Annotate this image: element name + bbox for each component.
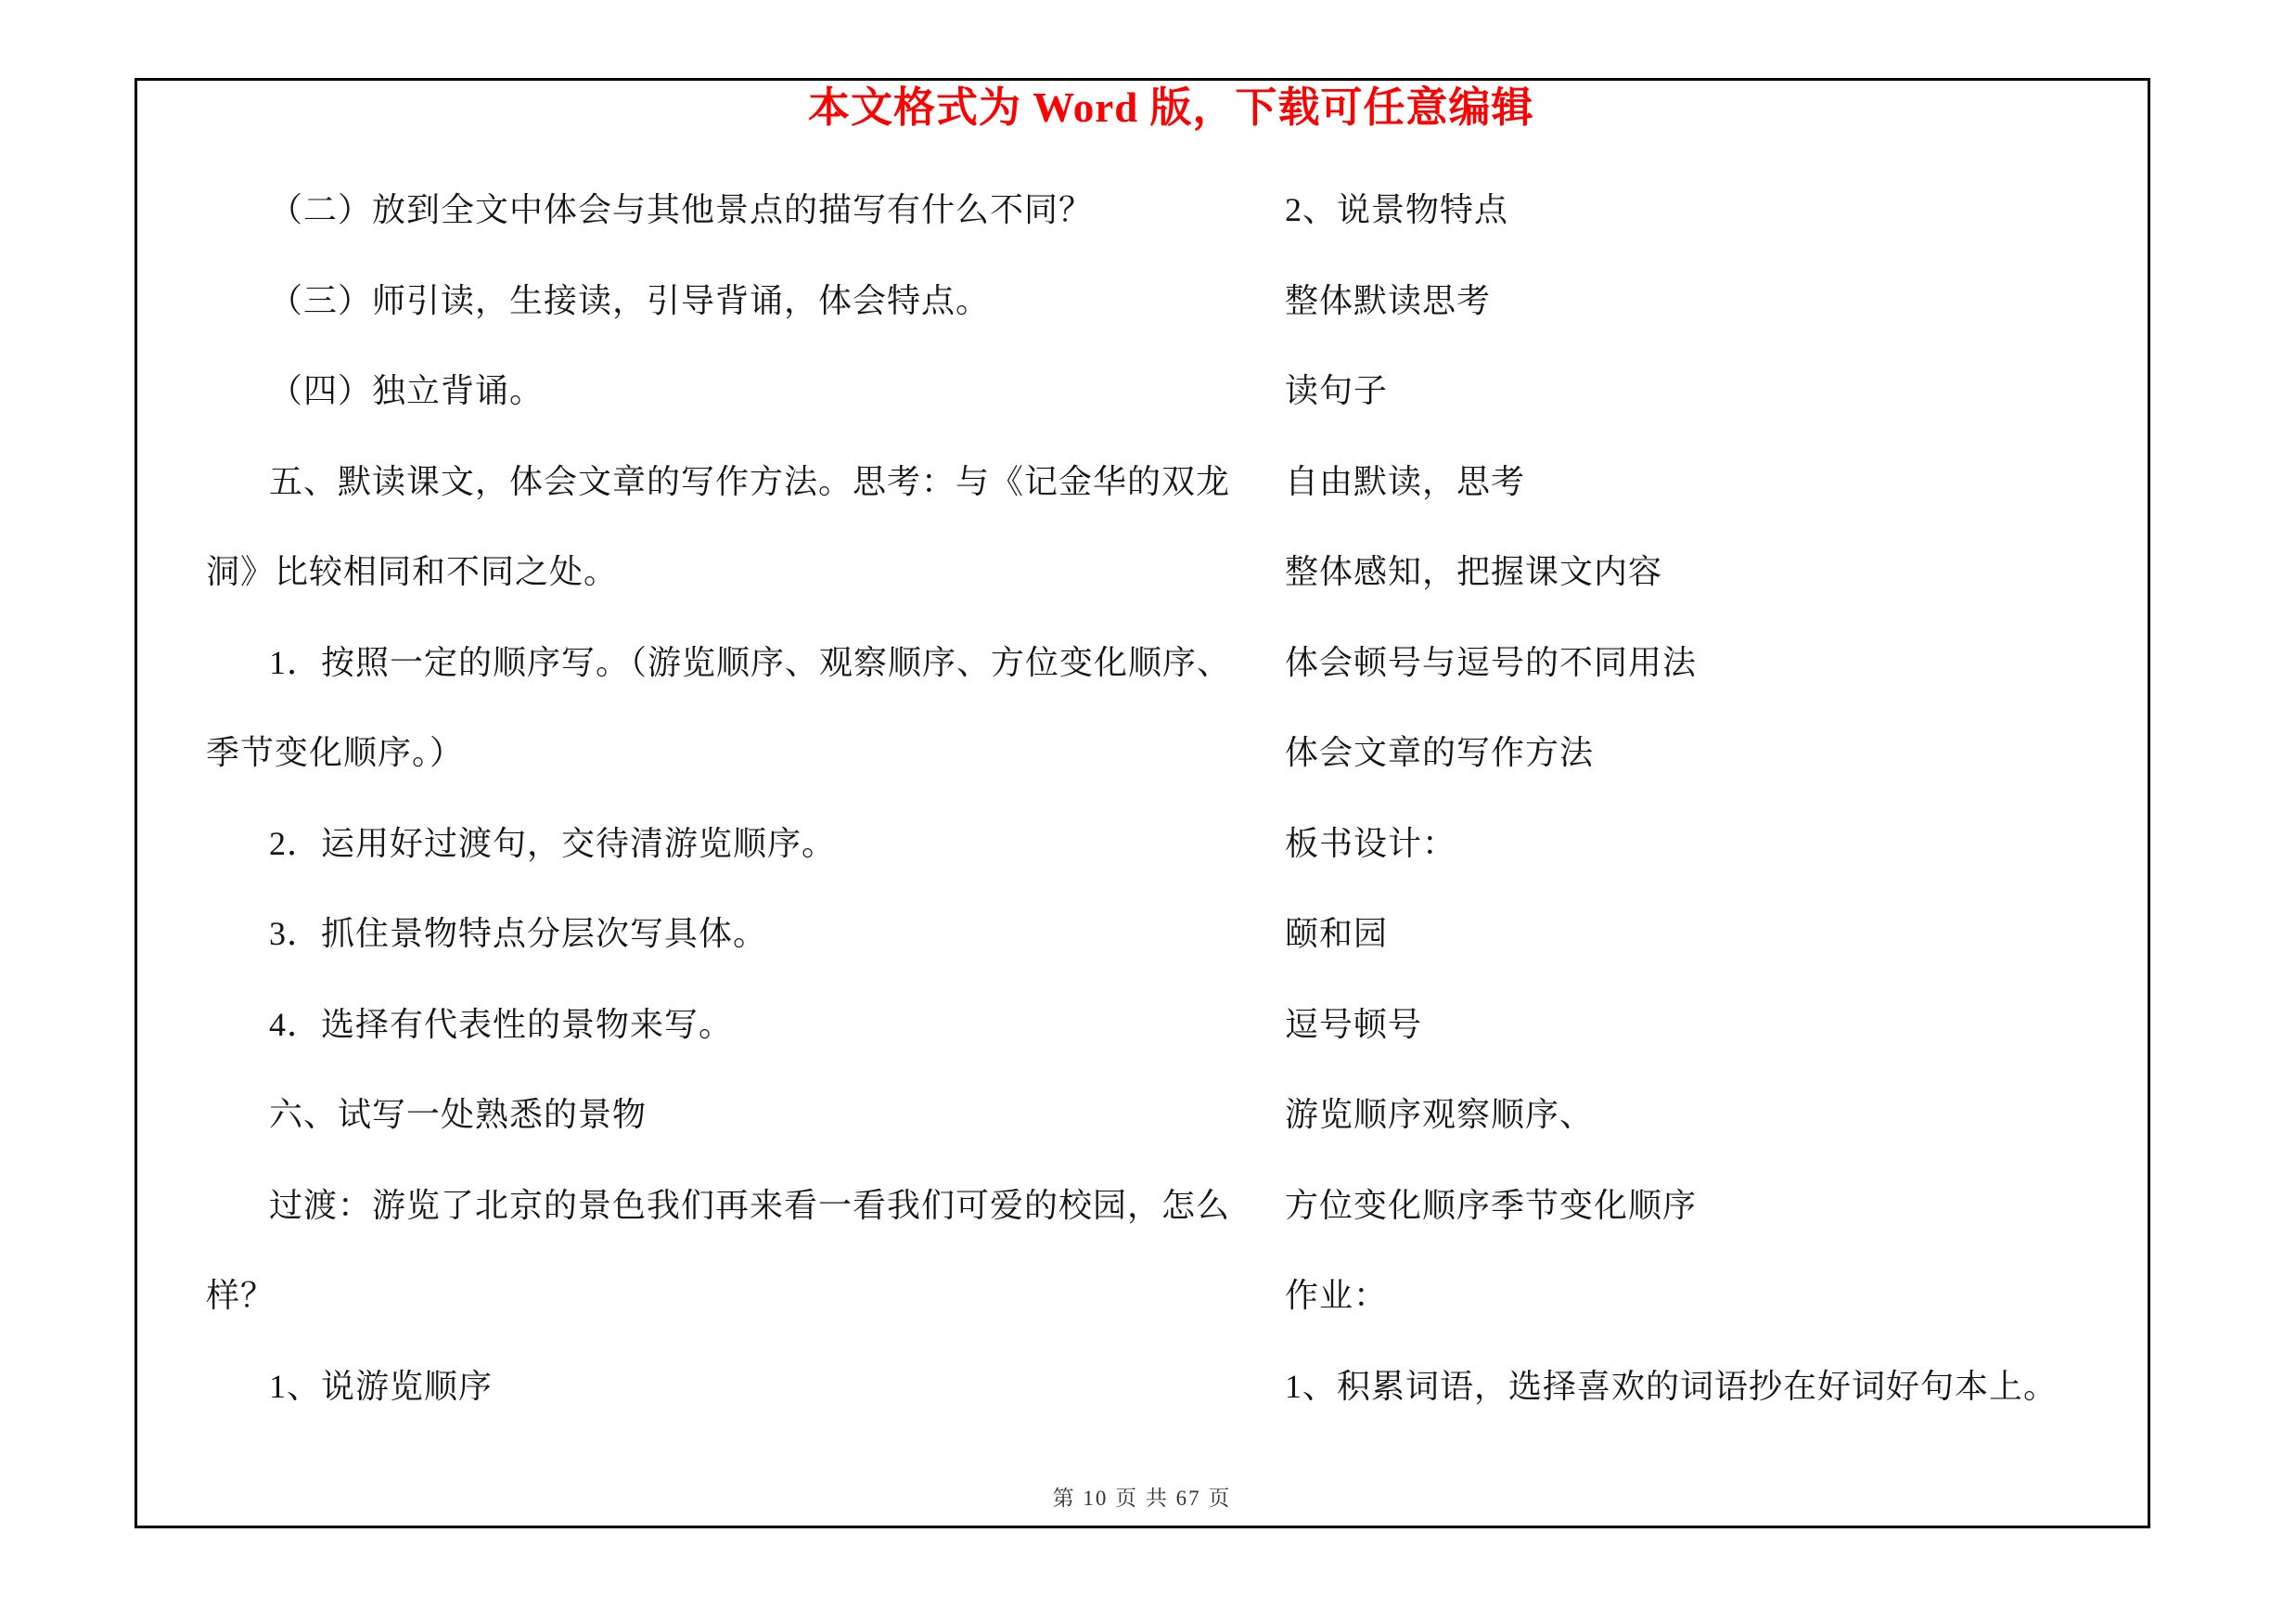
text-line: （四）独立背诵。 — [269, 372, 545, 410]
text-line: 六、试写一处熟悉的景物 — [269, 1096, 648, 1134]
text-line: 1、积累词语，选择喜欢的词语抄在好词好句本上。 — [1285, 1367, 2059, 1405]
text-line: 季节变化顺序。） — [206, 734, 465, 772]
page-number-footer: 第 10 页 共 67 页 — [1052, 1487, 1232, 1510]
text-line: 2．运用好过渡句，交待清游览顺序。 — [269, 824, 837, 862]
text-line: 方位变化顺序季节变化顺序 — [1285, 1186, 1698, 1224]
text-line: 逗号顿号 — [1285, 1005, 1423, 1043]
right-text-column — [1285, 162, 2148, 1429]
text-line: 3．抓住景物特点分层次写具体。 — [269, 915, 768, 953]
text-line: 板书设计： — [1285, 824, 1457, 862]
text-line: 自由默读，思考 — [1285, 462, 1526, 500]
text-line: 读句子 — [1285, 372, 1389, 410]
text-line: 洞》比较相同和不同之处。 — [206, 553, 619, 591]
text-line: 体会文章的写作方法 — [1285, 734, 1595, 772]
text-line: 整体感知，把握课文内容 — [1285, 553, 1663, 591]
header-notice: 本文格式为 Word 版，下载可任意编辑 — [808, 84, 1534, 131]
text-line: 作业： — [1285, 1277, 1389, 1315]
text-line: 1、说游览顺序 — [269, 1367, 494, 1405]
text-line: （三）师引读，生接读，引导背诵，体会特点。 — [269, 281, 991, 319]
text-line: 体会顿号与逗号的不同用法 — [1285, 643, 1698, 681]
text-line: （二）放到全文中体会与其他景点的描写有什么不同？ — [269, 191, 1094, 229]
text-line: 1．按照一定的顺序写。（游览顺序、观察顺序、方位变化顺序、 — [269, 643, 1232, 681]
text-line: 整体默读思考 — [1285, 281, 1492, 319]
text-line: 2、说景物特点 — [1285, 191, 1509, 229]
text-line: 五、默读课文，体会文章的写作方法。思考：与《记金华的双龙 — [269, 462, 1231, 500]
text-line: 过渡：游览了北京的景色我们再来看一看我们可爱的校园，怎么 — [269, 1186, 1231, 1224]
text-line: 4．选择有代表性的景物来写。 — [269, 1005, 734, 1043]
text-line: 颐和园 — [1285, 915, 1389, 953]
left-text-column — [206, 162, 1273, 1429]
text-line: 样？ — [206, 1277, 276, 1315]
text-line: 游览顺序观察顺序、 — [1285, 1096, 1595, 1134]
